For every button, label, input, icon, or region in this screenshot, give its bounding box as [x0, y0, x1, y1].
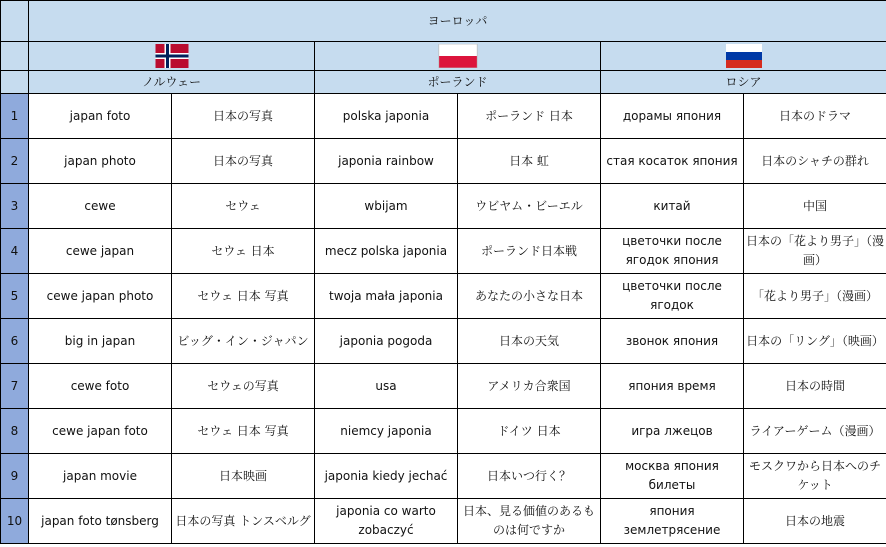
russia-keyword: игра лжецов	[601, 409, 744, 454]
poland-keyword: japonia co warto zobaczyć	[315, 499, 458, 544]
table-row	[1, 274, 886, 319]
poland-translation: あなたの小さな日本	[458, 274, 601, 319]
poland-translation: 日本、見る価値のあるものは何ですか	[458, 499, 601, 544]
table-row	[1, 499, 886, 544]
country-name-row	[1, 71, 886, 94]
row-number: 2	[1, 139, 29, 184]
corner-cell	[1, 1, 29, 42]
table-row	[1, 139, 886, 184]
norway-translation: 日本の写真 トンスベルグ	[172, 499, 315, 544]
russia-keyword: стая косаток япония	[601, 139, 744, 184]
norway-keyword: cewe japan foto	[29, 409, 172, 454]
table-row	[1, 184, 886, 229]
norway-translation: 日本の写真	[172, 139, 315, 184]
russia-keyword: япония время	[601, 364, 744, 409]
norway-keyword: japan foto tønsberg	[29, 499, 172, 544]
norway-translation: ビッグ・イン・ジャパン	[172, 319, 315, 364]
row-number: 5	[1, 274, 29, 319]
russia-keyword: цветочки после ягодок япония	[601, 229, 744, 274]
poland-translation: ウビヤム・ビーエル	[458, 184, 601, 229]
russia-keyword: звонок япония	[601, 319, 744, 364]
russia-translation: モスクワから日本へのチケット	[744, 454, 886, 499]
row-number: 7	[1, 364, 29, 409]
norway-keyword: japan photo	[29, 139, 172, 184]
norway-keyword: cewe	[29, 184, 172, 229]
russia-keyword: москва япония билеты	[601, 454, 744, 499]
poland-keyword: japonia pogoda	[315, 319, 458, 364]
table-row	[1, 94, 886, 139]
country-name-poland: ポーランド	[315, 71, 601, 94]
row-number: 9	[1, 454, 29, 499]
poland-translation: 日本の天気	[458, 319, 601, 364]
norway-translation: 日本映画	[172, 454, 315, 499]
flag-row	[1, 42, 886, 71]
norway-translation: セウェ	[172, 184, 315, 229]
russia-translation: 日本のシャチの群れ	[744, 139, 886, 184]
table-row	[1, 229, 886, 274]
row-number: 10	[1, 499, 29, 544]
country-name-russia: ロシア	[601, 71, 886, 94]
russia-keyword: китай	[601, 184, 744, 229]
poland-keyword: niemcy japonia	[315, 409, 458, 454]
poland-keyword: japonia rainbow	[315, 139, 458, 184]
country-name-norway: ノルウェー	[29, 71, 315, 94]
norway-translation: セウェの写真	[172, 364, 315, 409]
norway-keyword: cewe foto	[29, 364, 172, 409]
norway-keyword: japan movie	[29, 454, 172, 499]
russia-translation: ライアーゲーム（漫画）	[744, 409, 886, 454]
russia-keyword: цветочки после ягодок	[601, 274, 744, 319]
row-number: 6	[1, 319, 29, 364]
russia-translation: 日本の「リング」（映画）	[744, 319, 886, 364]
table-row	[1, 409, 886, 454]
poland-translation: ポーランド 日本	[458, 94, 601, 139]
norway-keyword: cewe japan	[29, 229, 172, 274]
russia-flag-icon	[721, 44, 767, 68]
poland-translation: 日本いつ行く？	[458, 454, 601, 499]
table-row	[1, 454, 886, 499]
poland-keyword: usa	[315, 364, 458, 409]
poland-flag-cell	[315, 42, 601, 71]
region-header-row	[1, 1, 886, 42]
poland-translation: ポーランド日本戦	[458, 229, 601, 274]
norway-flag-cell	[29, 42, 315, 71]
poland-translation: ドイツ 日本	[458, 409, 601, 454]
poland-translation: アメリカ合衆国	[458, 364, 601, 409]
corner-cell	[1, 42, 29, 71]
row-number: 8	[1, 409, 29, 454]
poland-keyword: twoja mała japonia	[315, 274, 458, 319]
norway-translation: セウェ 日本	[172, 229, 315, 274]
table-row	[1, 364, 886, 409]
russia-translation: 日本の地震	[744, 499, 886, 544]
norway-keyword: cewe japan photo	[29, 274, 172, 319]
row-number: 3	[1, 184, 29, 229]
russia-translation: 日本のドラマ	[744, 94, 886, 139]
row-number: 4	[1, 229, 29, 274]
poland-keyword: wbijam	[315, 184, 458, 229]
norway-translation: セウェ 日本 写真	[172, 409, 315, 454]
table-row	[1, 319, 886, 364]
norway-keyword: japan foto	[29, 94, 172, 139]
norway-flag-icon	[149, 44, 195, 68]
russia-translation: 中国	[744, 184, 886, 229]
poland-flag-icon	[435, 44, 481, 68]
row-number: 1	[1, 94, 29, 139]
corner-cell	[1, 71, 29, 94]
table-body	[1, 1, 886, 544]
russia-keyword: дорамы япония	[601, 94, 744, 139]
poland-translation: 日本 虹	[458, 139, 601, 184]
norway-translation: セウェ 日本 写真	[172, 274, 315, 319]
poland-keyword: japonia kiedy jechać	[315, 454, 458, 499]
norway-translation: 日本の写真	[172, 94, 315, 139]
norway-keyword: big in japan	[29, 319, 172, 364]
russia-translation: 日本の時間	[744, 364, 886, 409]
russia-flag-cell	[601, 42, 886, 71]
region-title: ヨーロッパ	[29, 1, 886, 42]
russia-keyword: япония землетрясение	[601, 499, 744, 544]
russia-translation: 日本の「花より男子」（漫画）	[744, 229, 886, 274]
russia-translation: 「花より男子」（漫画）	[744, 274, 886, 319]
poland-keyword: polska japonia	[315, 94, 458, 139]
poland-keyword: mecz polska japonia	[315, 229, 458, 274]
